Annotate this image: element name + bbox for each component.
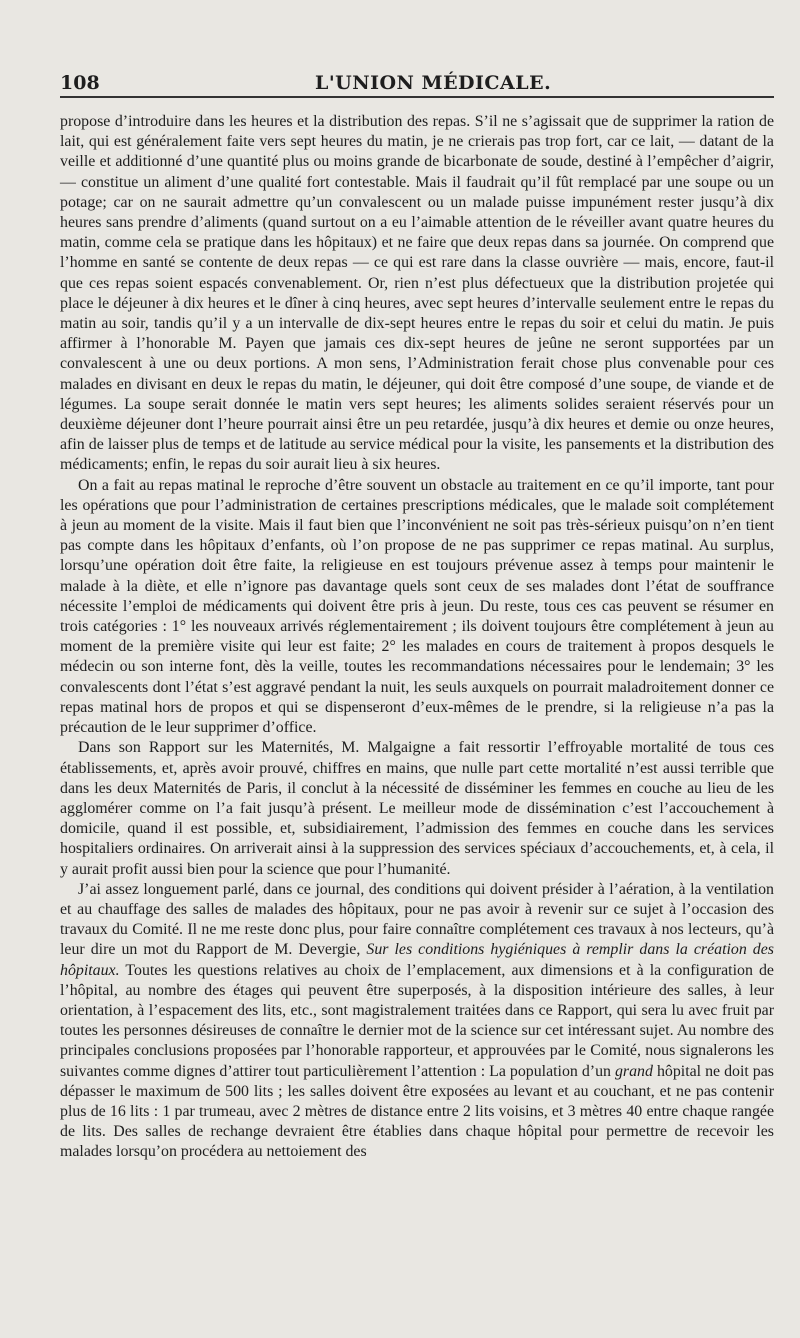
text-run: J’ai assez longuement parlé, dans ce journal, des conditions qui doivent présider à l’aération, à la ventilation et au chauffage des salles de malades des hôpitaux, pour ne pas avoir à revenir sur ce sujet à l’occasion des travaux du Comité. Il ne me reste donc plus, pour faire connaître complétement ces travaux à nos lecteurs, qu’à leur dire un mot du Rapport de M. Devergie, xyxy=(60,880,774,959)
text-run: hôpital ne doit pas dépasser le maximum de 500 lits ; les salles doivent être exposées au levant et au couchant, et ne pas contenir plus de 16 lits : 1 par trumeau, avec 2 mètres de distance entre 2 lits voisins, et 3 mètres 40 entre chaque rangée de lits. Des salles de rechange devraient être établies dans chaque hôpital pour permettre de recevoir les malades lorsqu’on procédera au nettoiement des xyxy=(60,1062,774,1161)
paragraph xyxy=(60,112,774,476)
page-number: 108 xyxy=(60,72,100,94)
italic-text: Sur les conditions hygiéniques à remplir dans la création des hôpitaux. xyxy=(60,941,774,979)
article-body xyxy=(60,112,774,1163)
running-header xyxy=(60,68,774,98)
paragraph xyxy=(60,476,774,739)
italic-text: grand xyxy=(614,1062,653,1080)
paragraph xyxy=(60,880,774,1163)
text-run: propose d’introduire dans les heures et la distribution des repas. S’il ne s’agissait que de supprimer la ration de lait, qui est généralement faite vers sept heures du matin, je ne crierais pas trop fort, car ce lait, — datant de la veille et additionné d’une quantité plus ou moins grande de bicarbonate de soude, destiné à l’empêcher d’aigrir, — constitue un aliment d’une qualité fort contestable. Mais il faudrait qu’il fût remplacé par une soupe ou un potage; car on ne saurait admettre qu’un convalescent ou un malade puisse impunément rester jusqu’à dix heures sans prendre d’aliments (quand surtout on a eu l’aimable attention de le réveiller avant quatre heures du matin, comme cela se pratique dans les hôpitaux) et ne faire que deux repas dans sa journée. On comprend que l’homme en santé se contente de deux repas — ce qui est rare dans la classe ouvrière — mais, encore, faut-il que ces repas soient espacés convenablement. Or, rien n’est plus défectueux que la distribution projetée qui place le déjeuner à dix heures et le dîner à cinq heures, avec sept heures d’intervalle seulement entre le repas du matin au soir, tandis qu’il y a un intervalle de dix-sept heures entre le repas du soir et celui du matin. Je puis affirmer à l’honorable M. Payen que jamais ces dix-sept heures de jeûne ne seront supportées par un convalescent à une ou deux portions. A mon sens, l’Administration ferait chose plus convenable pour ces malades en divisant en deux le repas du matin, le déjeuner, qui doit être composé d’une soupe, de viande et de légumes. La soupe serait donnée le matin vers sept heures; les aliments solides seraient réservés pour un deuxième déjeuner dont l’heure pourrait ainsi être un peu retardée, jusqu’à dix heures et demie ou onze heures, afin de laisser plus de temps et de latitude au service médical pour la visite, les pansements et la distribution des médicaments; enfin, le repas du soir aurait lieu à six heures. xyxy=(60,113,774,474)
text-run: On a fait au repas matinal le reproche d’être souvent un obstacle au traitement en ce qu’il importe, tant pour les opérations que pour l’administration de certaines prescriptions médicales, que le malade soit complétement à jeun au moment de la visite. Mais il faut bien que l’inconvénient ne soit pas très-sérieux puisqu’on n’en tient pas compte dans les hôpitaux d’enfants, où l’on propose de ne pas supprimer ce repas matinal. Au surplus, lorsqu’une opération doit être faite, la religieuse en est toujours prévenue assez à temps pour maintenir le malade à la diète, et elle n’ignore pas davantage quels sont ceux de ses malades dont l’état de souffrance nécessite l’emploi de médicaments qui doivent être pris à jeun. Du reste, tous ces cas peuvent se résumer en trois catégories : 1° les nouveaux arrivés réglementairement ; ils doivent toujours être complétement à jeun au moment de la première visite qui leur est faite; 2° les malades en cours de traitement à propos desquels le médecin ou son interne font, dès la veille, toutes les recommandations nécessaires pour le lendemain; 3° les convalescents dont l’état s’est aggravé pendant la nuit, les seuls auxquels on pourrait maladroitement donner ce repas matinal hors de propos et qui se dispenseront d’eux-mêmes de le prendre, si la religieuse n’a pas la précaution de le leur supprimer d’office. xyxy=(60,476,774,737)
text-run: Toutes les questions relatives au choix de l’emplacement, aux dimensions et à la configuration de l’hôpital, au nombre des étages qui peuvent être superposés, à la disposition intérieure des salles, à leur orientation, à l’espacement des lits, etc., sont magistralement traitées dans ce Rapport, qui sera lu avec fruit par toutes les personnes désireuses de connaître le dernier mot de la science sur cet intéressant sujet. Au nombre des principales conclusions proposées par l’honorable rapporteur, et approuvées par le Comité, nous signalerons les suivantes comme dignes d’attirer tout particulièrement l’attention : La population d’un xyxy=(60,961,774,1080)
paragraph xyxy=(60,738,774,879)
journal-title: L'UNION MÉDICALE. xyxy=(315,72,552,94)
text-run: Dans son Rapport sur les Maternités, M. Malgaigne a fait ressortir l’effroyable mortalité de tous ces établissements, et, après avoir prouvé, chiffres en mains, que nulle part cette mortalité n’est aussi terrible que dans les deux Maternités de Paris, il conclut à la nécessité de disséminer les femmes en couche au lieu de les agglomérer comme on l’a fait jusqu’à présent. Le meilleur mode de dissémination c’est l’accouchement à domicile, quand il est possible, et, subsidiairement, l’admission des femmes en couche dans les services hospitaliers ordinaires. On arriverait ainsi à la suppression des services spéciaux d’accouchements, et, à cela, il y aurait profit aussi bien pour la science que pour l’humanité. xyxy=(60,739,774,878)
